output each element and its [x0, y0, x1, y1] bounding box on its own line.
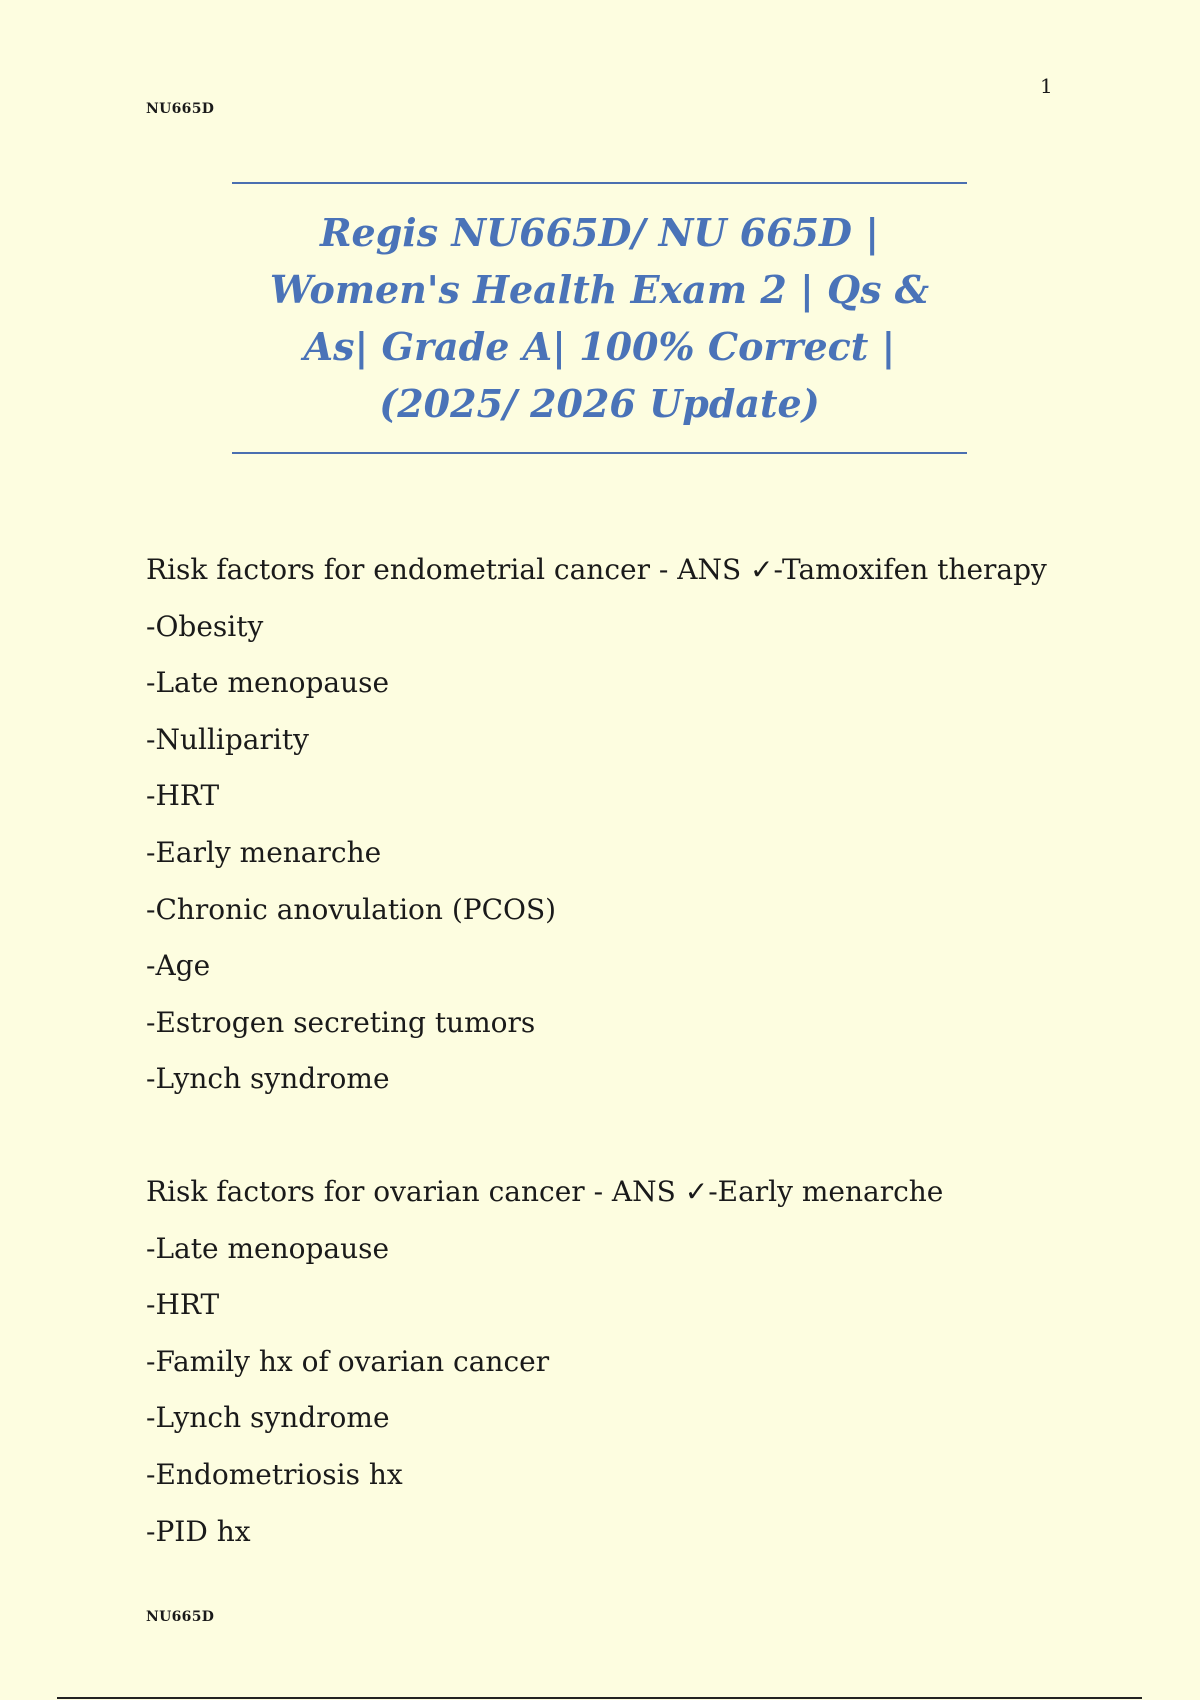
page-header: NU665D [146, 101, 215, 117]
page-bottom-rule [57, 1697, 1142, 1699]
qa-answer-line: -Obesity [146, 609, 264, 643]
document-title: Regis NU665D/ NU 665D | Women's Health Exam 2 | Qs & As| Grade A| 100% Correct |(2025/ 2026 Update) [269, 210, 930, 426]
qa-answer-line: -Early menarche [146, 835, 382, 869]
qa-answer-line: -Endometriosis hx [146, 1457, 403, 1491]
qa-answer-line: -Lynch syndrome [146, 1062, 390, 1096]
qa-answer-line: -Family hx of ovarian cancer [146, 1344, 550, 1378]
qa-content [146, 542, 1096, 1616]
qa-answer-line: -PID hx [146, 1514, 251, 1548]
qa-item-ovarian [146, 1164, 1096, 1560]
qa-answer-line: -Nulliparity [146, 722, 309, 756]
qa-item-endometrial [146, 542, 1096, 1108]
page-footer: NU665D [146, 1609, 215, 1625]
page-number: 1 [1040, 74, 1053, 98]
qa-question: Risk factors for ovarian cancer - ANS ✓-Early menarche [146, 1174, 944, 1208]
qa-answer-line: -HRT [146, 1288, 220, 1322]
qa-answer-line: -Estrogen secreting tumors [146, 1005, 536, 1039]
qa-answer-line: -Chronic anovulation (PCOS) [146, 892, 557, 926]
qa-question: Risk factors for endometrial cancer - ANS ✓-Tamoxifen therapy [146, 553, 1047, 586]
qa-answer-line: -Age [146, 949, 211, 983]
qa-answer-line: -Lynch syndrome [146, 1401, 390, 1435]
qa-answer-line: -HRT [146, 779, 220, 813]
document-title-block [232, 182, 967, 454]
qa-answer-line: -Late menopause [146, 666, 390, 700]
qa-answer-line: -Late menopause [146, 1231, 390, 1265]
